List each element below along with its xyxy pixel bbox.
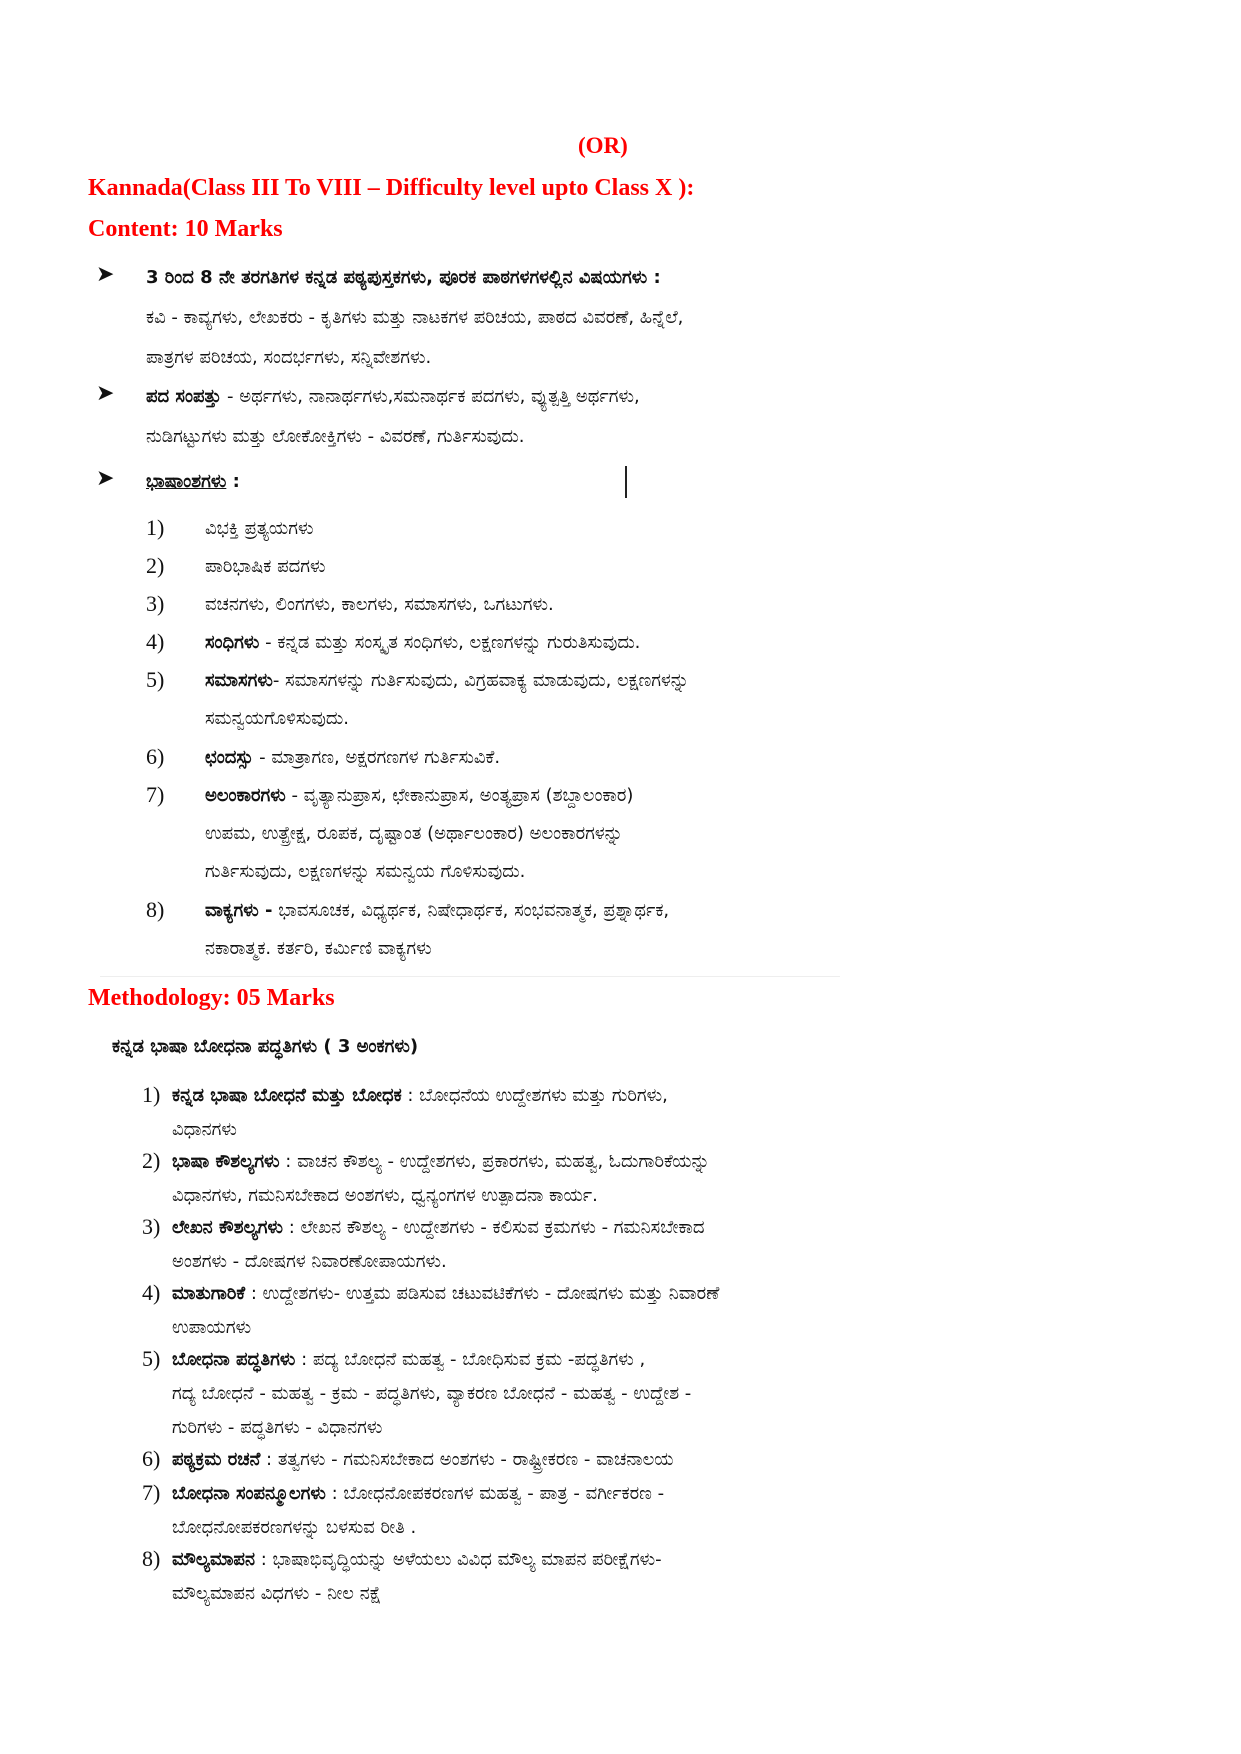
method-item-num: 7) <box>142 1480 161 1505</box>
method-item-term: ಪಠ್ಯಕ್ರಮ ರಚನೆ <box>172 1449 261 1470</box>
bullet-1-line-2: ಕವಿ - ಕಾವ್ಯಗಳು, ಲೇಖಕರು - ಕೃತಿಗಳು ಮತ್ತು ನಾಟಕಗಳ ಪರಿಚಯ, ಪಾಠದ ವಿವರಣೆ, ಹಿನ್ನೆಲೆ, <box>146 307 684 328</box>
arrowhead-bullet-icon: ➤ <box>96 262 115 287</box>
page-title: Kannada(Class III To VIII – Difficulty level upto Class X ): <box>88 175 695 201</box>
method-item-text <box>172 1449 674 1471</box>
method-item-desc: : ಲೇಖನ ಕೌಶಲ್ಯ - ಉದ್ದೇಶಗಳು - ಕಲಿಸುವ ಕ್ರಮಗಳು - ಗಮನಿಸಬೇಕಾದ <box>283 1217 705 1238</box>
bullet-3-term: ಭಾಷಾಂಶಗಳು <box>146 471 227 492</box>
text-cursor-bar <box>625 466 627 498</box>
grammar-item-cont: ಸಮನ್ವಯಗೊಳಿಸುವುದು. <box>205 708 349 729</box>
arrowhead-bullet-icon: ➤ <box>96 466 115 491</box>
grammar-item-text: ಪಾರಿಭಾಷಿಕ ಪದಗಳು <box>205 556 326 577</box>
method-item-text <box>172 1549 662 1571</box>
bullet-3-suffix: : <box>226 471 240 492</box>
method-item-cont: ಉಪಾಯಗಳು <box>172 1317 252 1338</box>
method-item-term: ಭಾಷಾ ಕೌಶಲ್ಯಗಳು <box>172 1151 280 1172</box>
grammar-item-desc: - ಮಾತ್ರಾಗಣ, ಅಕ್ಷರಗಣಗಳ ಗುರ್ತಿಸುವಿಕೆ. <box>253 747 501 768</box>
method-item-num: 6) <box>142 1446 161 1471</box>
grammar-item-num: 5) <box>146 667 165 692</box>
or-label: (OR) <box>578 133 628 158</box>
bullet-2-term: ಪದ ಸಂಪತ್ತು <box>146 386 222 407</box>
grammar-item-cont: ನಕಾರಾತ್ಮಕ. ಕರ್ತರಿ, ಕರ್ಮಿಣಿ ವಾಕ್ಯಗಳು <box>205 938 432 959</box>
grammar-item-text <box>205 670 689 692</box>
method-item-cont: ಅಂಶಗಳು - ದೋಷಗಳ ನಿವಾರಣೋಪಾಯಗಳು. <box>172 1251 447 1272</box>
method-item-text <box>172 1283 719 1305</box>
method-item-desc: : ಭಾಷಾಭಿವೃದ್ಧಿಯನ್ನು ಅಳೆಯಲು ವಿವಿಧ ಮೌಲ್ಯ ಮಾಪನ ಪರೀಕ್ಷೆಗಳು- <box>254 1549 662 1570</box>
method-item-text <box>172 1217 705 1239</box>
methodology-heading: Methodology: 05 Marks <box>88 985 335 1011</box>
bullet-1-line-3: ಪಾತ್ರಗಳ ಪರಿಚಯ, ಸಂದರ್ಭಗಳು, ಸನ್ನಿವೇಶಗಳು. <box>146 347 432 368</box>
grammar-item-num: 2) <box>146 553 165 578</box>
bullet-2-line-1 <box>146 386 640 408</box>
grammar-item-desc: - ಕನ್ನಡ ಮತ್ತು ಸಂಸ್ಕೃತ ಸಂಧಿಗಳು, ಲಕ್ಷಣಗಳನ್ನು ಗುರುತಿಸುವುದು. <box>259 632 641 653</box>
method-item-num: 5) <box>142 1346 161 1371</box>
method-item-desc: : ಪದ್ಯ ಬೋಧನೆ ಮಹತ್ವ - ಬೋಧಿಸುವ ಕ್ರಮ -ಪದ್ಧತಿಗಳು , <box>295 1349 646 1370</box>
grammar-item-num: 6) <box>146 744 165 769</box>
method-item-term: ಬೋಧನಾ ಪದ್ಧತಿಗಳು <box>172 1349 296 1370</box>
method-item-desc: : ವಾಚನ ಕೌಶಲ್ಯ - ಉದ್ದೇಶಗಳು, ಪ್ರಕಾರಗಳು, ಮಹತ್ವ, ಓದುಗಾರಿಕೆಯನ್ನು <box>279 1151 710 1172</box>
method-item-cont: ಗುರಿಗಳು - ಪದ್ಧತಿಗಳು - ವಿಧಾನಗಳು <box>172 1417 383 1438</box>
grammar-item-num: 4) <box>146 629 165 654</box>
bullet-2-rest: - ಅರ್ಥಗಳು, ನಾನಾರ್ಥಗಳು,ಸಮನಾರ್ಥಕ ಪದಗಳು, ವ್ಯುತ್ಪತ್ತಿ ಅರ್ಥಗಳು, <box>221 386 640 407</box>
arrowhead-bullet-icon: ➤ <box>96 381 115 406</box>
grammar-item-term: ವಾಕ್ಯಗಳು - <box>205 900 273 921</box>
bullet-2-line-2: ನುಡಿಗಟ್ಟುಗಳು ಮತ್ತು ಲೋಕೋಕ್ತಿಗಳು - ವಿವರಣೆ, ಗುರ್ತಿಸುವುದು. <box>146 426 525 447</box>
grammar-item-text <box>205 785 633 807</box>
grammar-item-num: 3) <box>146 591 165 616</box>
method-item-cont: ವಿಧಾನಗಳು <box>172 1119 237 1140</box>
method-item-term: ಬೋಧನಾ ಸಂಪನ್ಮೂಲಗಳು <box>172 1483 326 1504</box>
method-item-term: ಕನ್ನಡ ಭಾಷಾ ಬೋಧನೆ ಮತ್ತು ಬೋಧಕ <box>172 1085 402 1106</box>
grammar-item-text <box>205 632 640 654</box>
method-item-num: 3) <box>142 1214 161 1239</box>
method-item-num: 8) <box>142 1546 161 1571</box>
method-item-term: ಲೇಖನ ಕೌಶಲ್ಯಗಳು <box>172 1217 283 1238</box>
grammar-item-num: 1) <box>146 515 165 540</box>
grammar-item-desc: ಭಾವಸೂಚಕ, ವಿಧ್ಯರ್ಥಕ, ನಿಷೇಧಾರ್ಥಕ, ಸಂಭವನಾತ್ಮಕ, ಪ್ರಶ್ನಾರ್ಥಕ, <box>272 900 670 921</box>
divider <box>100 976 840 977</box>
method-item-term: ಮೌಲ್ಯಮಾಪನ <box>172 1549 255 1570</box>
grammar-item-cont: ಉಪಮ, ಉತ್ಪ್ರೇಕ್ಷ, ರೂಪಕ, ದೃಷ್ಟಾಂತ (ಅರ್ಥಾಲಂಕಾರ) ಅಲಂಕಾರಗಳನ್ನು <box>205 823 623 844</box>
method-item-desc: : ತತ್ವಗಳು - ಗಮನಿಸಬೇಕಾದ ಅಂಶಗಳು - ರಾಷ್ಟ್ರೀಕರಣ - ವಾಚನಾಲಯ <box>260 1449 674 1470</box>
method-item-num: 4) <box>142 1280 161 1305</box>
grammar-item-num: 7) <box>146 782 165 807</box>
grammar-item-desc: - ವೃತ್ಯಾನುಪ್ರಾಸ, ಛೇಕಾನುಪ್ರಾಸ, ಅಂತ್ಯಪ್ರಾಸ (ಶಬ್ದಾಲಂಕಾರ) <box>285 785 634 806</box>
method-item-cont: ಬೋಧನೋಪಕರಣಗಳನ್ನು ಬಳಸುವ ರೀತಿ . <box>172 1517 417 1538</box>
grammar-item-text: ವಚನಗಳು, ಲಿಂಗಗಳು, ಕಾಲಗಳು, ಸಮಾಸಗಳು, ಒಗಟುಗಳು. <box>205 594 554 615</box>
grammar-item-term: ಅಲಂಕಾರಗಳು <box>205 785 286 806</box>
method-item-num: 1) <box>142 1082 161 1107</box>
method-item-desc: : ಬೋಧನೆಯ ಉದ್ದೇಶಗಳು ಮತ್ತು ಗುರಿಗಳು, <box>401 1085 668 1106</box>
content-heading: Content: 10 Marks <box>88 216 283 242</box>
method-item-desc: : ಬೋಧನೋಪಕರಣಗಳ ಮಹತ್ವ - ಪಾತ್ರ - ವರ್ಗೀಕರಣ - <box>325 1483 665 1504</box>
bullet-3-line <box>146 471 240 493</box>
method-item-term: ಮಾತುಗಾರಿಕೆ <box>172 1283 246 1304</box>
grammar-item-cont: ಗುರ್ತಿಸುವುದು, ಲಕ್ಷಣಗಳನ್ನು ಸಮನ್ವಯ ಗೊಳಿಸುವುದು. <box>205 861 526 882</box>
grammar-item-text <box>205 747 500 769</box>
grammar-item-desc: - ಸಮಾಸಗಳನ್ನು ಗುರ್ತಿಸುವುದು, ವಿಗ್ರಹವಾಕ್ಯ ಮಾಡುವುದು, ಲಕ್ಷಣಗಳನ್ನು <box>272 670 689 691</box>
bullet-1-line-1: 3 ರಿಂದ 8 ನೇ ತರಗತಿಗಳ ಕನ್ನಡ ಪಠ್ಯಪುಸ್ತಕಗಳು, ಪೂರಕ ಪಾಠಗಳಗಳಲ್ಲಿನ ವಿಷಯಗಳು : <box>146 267 661 288</box>
method-item-num: 2) <box>142 1148 161 1173</box>
grammar-item-term: ಸಮಾಸಗಳು <box>205 670 273 691</box>
method-item-cont: ಗದ್ಯ ಬೋಧನೆ - ಮಹತ್ವ - ಕ್ರಮ - ಪದ್ಧತಿಗಳು, ವ್ಯಾಕರಣ ಬೋಧನೆ - ಮಹತ್ವ - ಉದ್ದೇಶ - <box>172 1383 692 1404</box>
method-item-cont: ಮೌಲ್ಯಮಾಪನ ವಿಧಗಳು - ನೀಲ ನಕ್ಷೆ <box>172 1583 382 1604</box>
method-item-desc: : ಉದ್ದೇಶಗಳು- ಉತ್ತಮ ಪಡಿಸುವ ಚಟುವಟಿಕೆಗಳು - ದೋಷಗಳು ಮತ್ತು ನಿವಾರಣೆ <box>245 1283 720 1304</box>
grammar-item-term: ಸಂಧಿಗಳು <box>205 632 260 653</box>
methodology-subheading: ಕನ್ನಡ ಭಾಷಾ ಬೋಧನಾ ಪದ್ಧತಿಗಳು ( 3 ಅಂಕಗಳು) <box>112 1036 419 1057</box>
grammar-item-text: ವಿಭಕ್ತಿ ಪ್ರತ್ಯಯಗಳು <box>205 518 314 539</box>
grammar-item-num: 8) <box>146 897 165 922</box>
grammar-item-text <box>205 900 669 922</box>
method-item-text <box>172 1151 710 1173</box>
method-item-text <box>172 1483 664 1505</box>
method-item-cont: ವಿಧಾನಗಳು, ಗಮನಿಸಬೇಕಾದ ಅಂಶಗಳು, ಧ್ವನ್ಯಂಗಗಳ ಉತ್ಪಾದನಾ ಕಾರ್ಯ. <box>172 1185 598 1206</box>
method-item-text <box>172 1349 645 1371</box>
grammar-item-term: ಛಂದಸ್ಸು <box>205 747 254 768</box>
method-item-text <box>172 1085 668 1107</box>
